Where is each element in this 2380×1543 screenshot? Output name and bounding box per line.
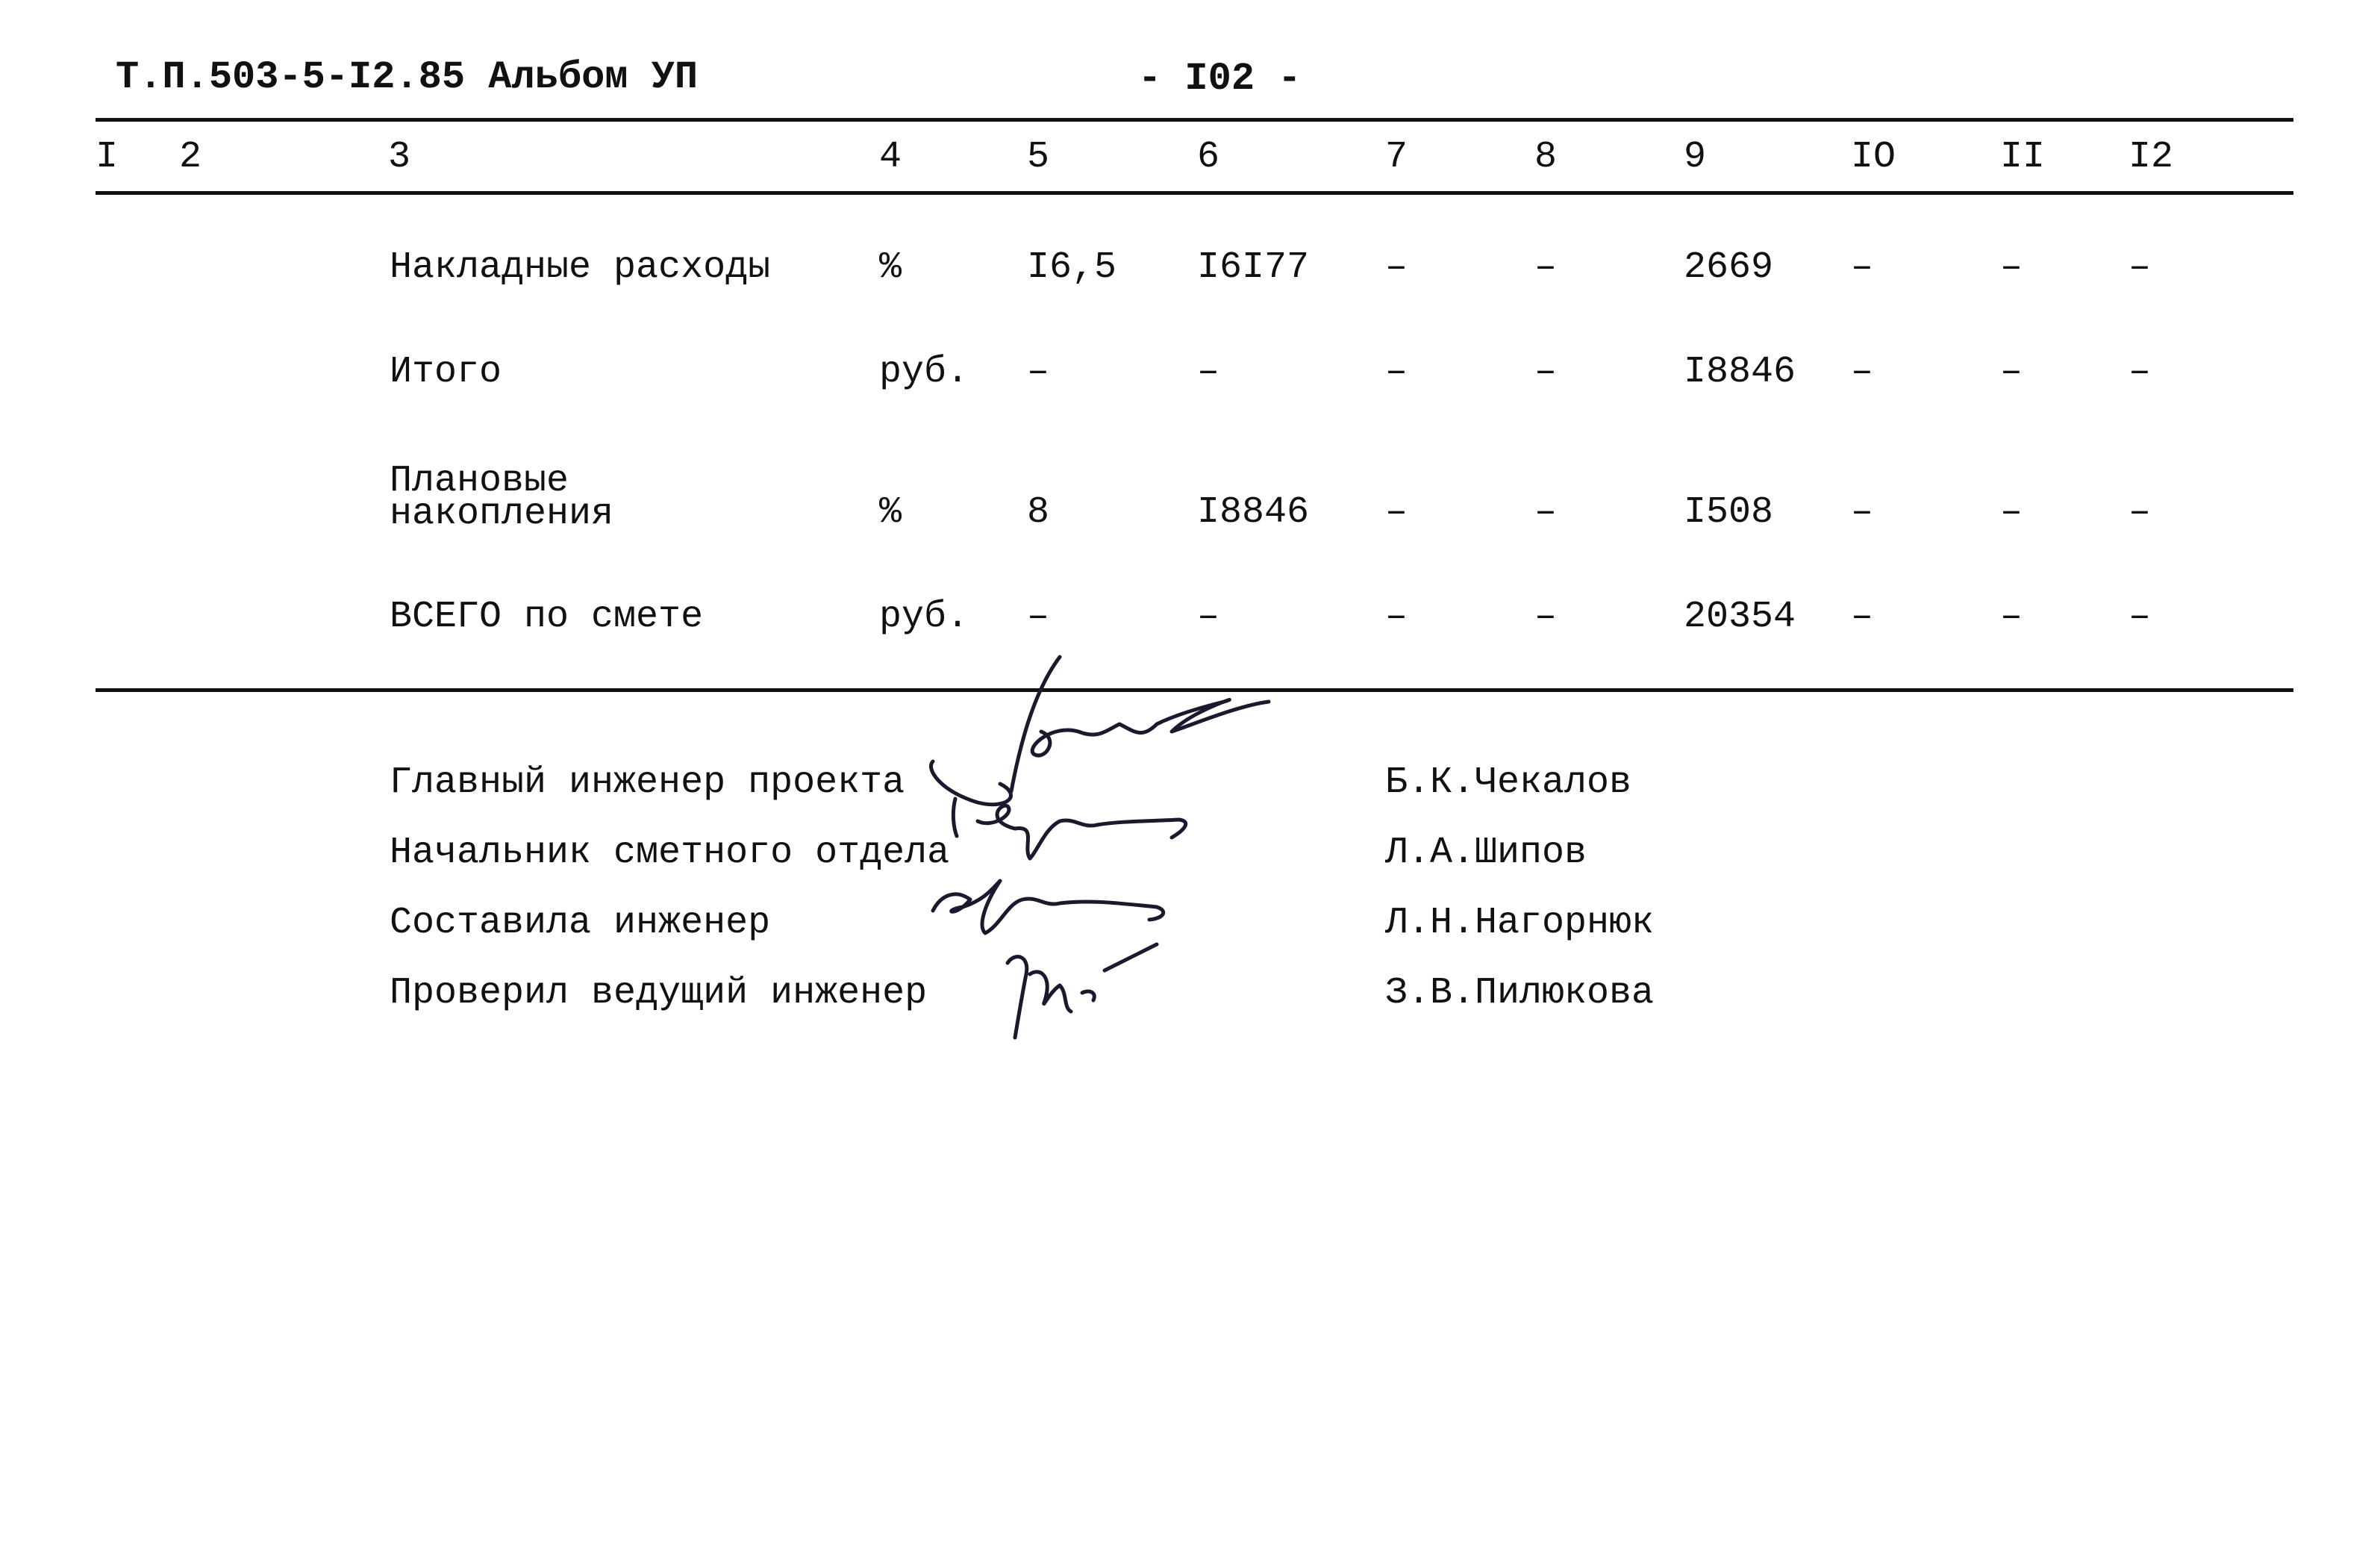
row-col-12: – <box>2128 596 2152 638</box>
row-unit: руб. <box>879 351 969 393</box>
signature-role: Составила инженер <box>390 902 771 944</box>
row-col-6: I8846 <box>1197 491 1310 534</box>
signature-checked-by <box>1008 944 1157 1038</box>
table-top-rule <box>96 118 2293 122</box>
row-col-9: I8846 <box>1684 351 1796 393</box>
row-col-8: – <box>1534 351 1558 393</box>
row-col-5: – <box>1027 351 1050 393</box>
row-unit: % <box>879 491 902 534</box>
row-label-line-2: накопления <box>390 493 614 535</box>
signature-role: Главный инженер проекта <box>390 761 905 804</box>
row-col-5: I6,5 <box>1027 246 1117 289</box>
row-label: Накладные расходы <box>390 246 771 289</box>
document-code: Т.П.503-5-I2.85 Альбом УП <box>116 55 699 99</box>
row-col-6: I6I77 <box>1197 246 1310 289</box>
signature-role: Начальник сметного отдела <box>390 832 950 874</box>
row-col-7: – <box>1385 491 1408 534</box>
row-col-7: – <box>1385 351 1408 393</box>
row-col-10: – <box>1851 491 1874 534</box>
row-col-10: – <box>1851 596 1874 638</box>
row-unit: руб. <box>879 596 969 638</box>
column-header-rule <box>96 191 2293 195</box>
column-header-8: 8 <box>1534 136 1558 178</box>
row-col-11: – <box>2000 491 2023 534</box>
column-header-4: 4 <box>879 136 902 178</box>
row-col-5: 8 <box>1027 491 1050 534</box>
row-col-6: – <box>1197 596 1220 638</box>
column-header-10: IO <box>1851 136 1896 178</box>
row-col-9: 2669 <box>1684 246 1774 289</box>
signature-compiled-by <box>933 881 1164 933</box>
column-header-3: 3 <box>388 136 411 178</box>
handwritten-signatures <box>911 642 1418 1060</box>
column-header-2: 2 <box>179 136 202 178</box>
column-header-7: 7 <box>1385 136 1408 178</box>
row-col-8: – <box>1534 246 1558 289</box>
column-header-6: 6 <box>1197 136 1220 178</box>
row-col-9: I508 <box>1684 491 1774 534</box>
page-number: - I02 - <box>1138 57 1302 101</box>
signature-chief-engineer <box>931 657 1269 805</box>
row-col-11: – <box>2000 246 2023 289</box>
row-col-12: – <box>2128 491 2152 534</box>
row-col-11: – <box>2000 351 2023 393</box>
row-col-12: – <box>2128 351 2152 393</box>
row-col-5: – <box>1027 596 1050 638</box>
row-label: ВСЕГО по смете <box>390 596 704 638</box>
column-header-12: I2 <box>2128 136 2174 178</box>
signature-role: Проверил ведущий инженер <box>390 972 928 1014</box>
column-header-1: I <box>96 136 119 178</box>
signature-person: З.В.Пилюкова <box>1385 972 1655 1014</box>
row-col-11: – <box>2000 596 2023 638</box>
column-header-5: 5 <box>1027 136 1050 178</box>
row-col-7: – <box>1385 596 1408 638</box>
row-unit: % <box>879 246 902 289</box>
signature-person: Л.А.Шипов <box>1385 832 1587 874</box>
row-col-10: – <box>1851 351 1874 393</box>
row-label: Итого <box>390 351 502 393</box>
row-col-10: – <box>1851 246 1874 289</box>
row-col-9: 20354 <box>1684 596 1796 638</box>
row-col-8: – <box>1534 596 1558 638</box>
row-col-7: – <box>1385 246 1408 289</box>
row-col-12: – <box>2128 246 2152 289</box>
signature-head-of-department <box>953 799 1185 858</box>
column-header-9: 9 <box>1684 136 1707 178</box>
row-col-6: – <box>1197 351 1220 393</box>
signature-person: Б.К.Чекалов <box>1385 761 1632 804</box>
signature-person: Л.Н.Нагорнюк <box>1385 902 1655 944</box>
row-label-line-1: Плановые <box>390 460 569 502</box>
column-header-11: II <box>2000 136 2046 178</box>
row-col-8: – <box>1534 491 1558 534</box>
